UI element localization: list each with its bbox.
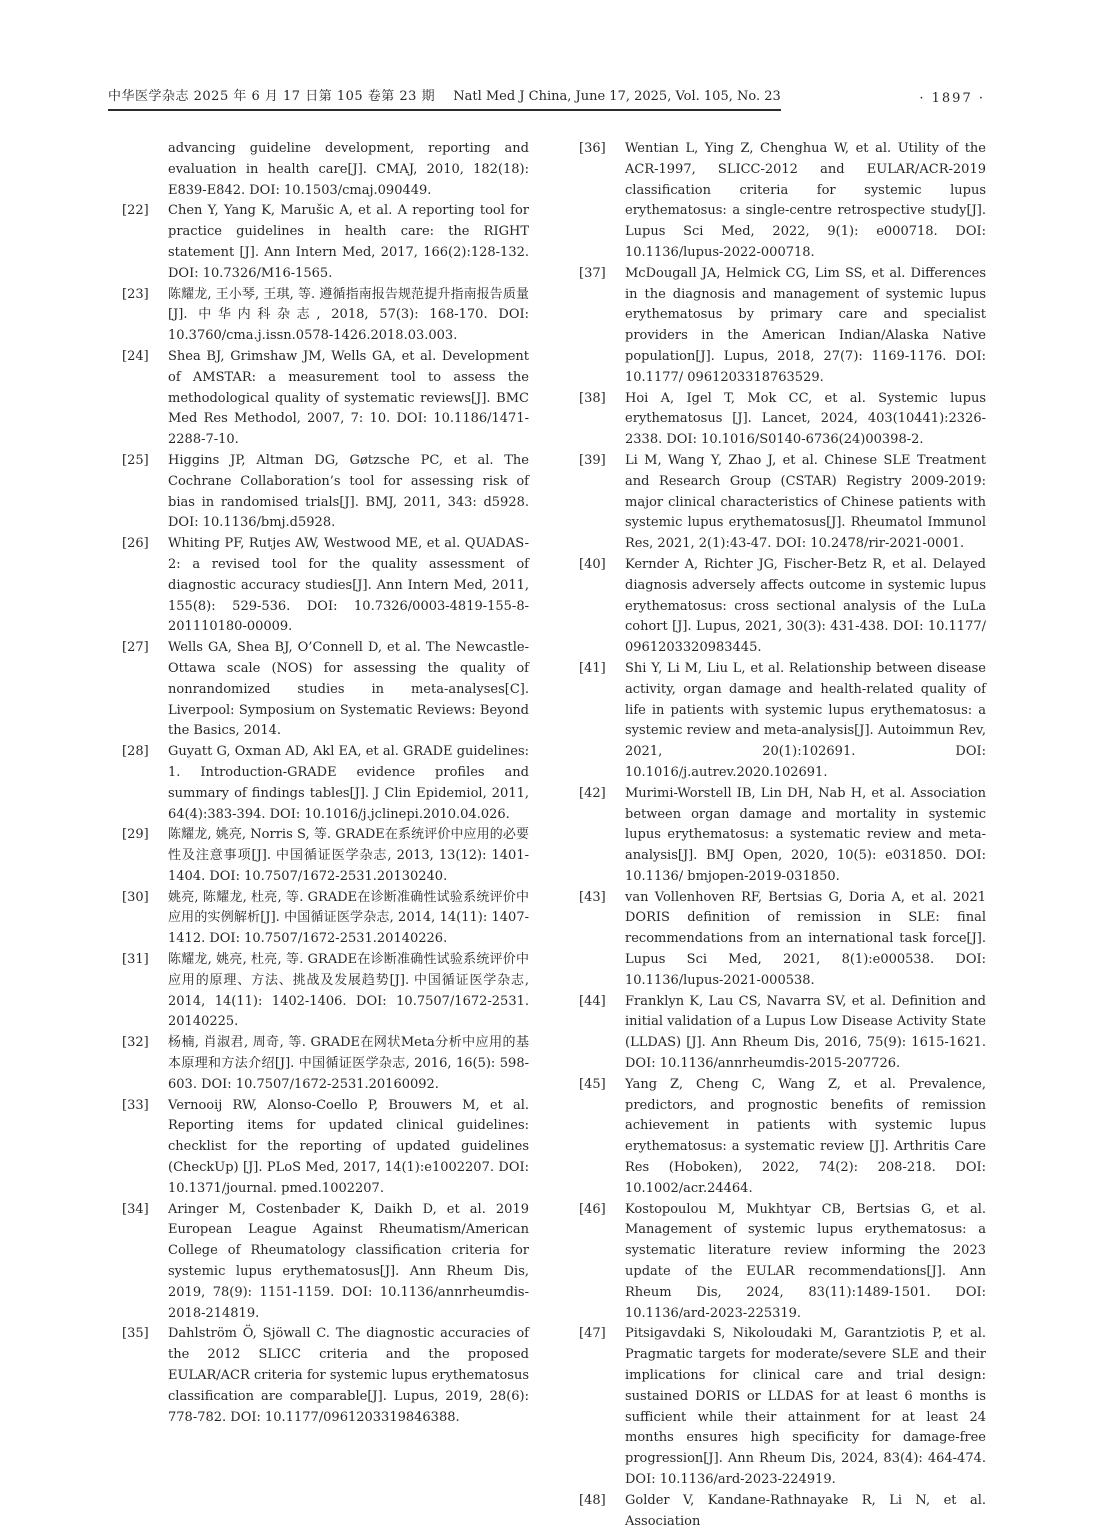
reference-item (579, 1075, 986, 1200)
reference-item (122, 1200, 529, 1325)
reference-text: Li M, Wang Y, Zhao J, et al. Chinese SLE Treatment and Research Group (CSTAR) Registry 2009-2019: major clinical characteristics of Chinese patients with systemic lupus erythematosus[J]. Rheumatol Immunol Res, 2021, 2(1):43-47. DOI: 10.2478/rir-2021-0001. (625, 452, 986, 552)
reference-item (122, 742, 529, 825)
reference-item (122, 139, 529, 201)
reference-text: Kernder A, Richter JG, Fischer-Betz R, et al. Delayed diagnosis adversely affects outcome in systemic lupus erythematosus: cross sectional analysis of the LuLa cohort [J]. Lupus, 2021, 30(3): 431-438. DOI: 10.1177/ 0961203320983445. (625, 556, 986, 656)
reference-text: Shi Y, Li M, Liu L, et al. Relationship between disease activity, organ damage and health-related quality of life in patients with systemic lupus erythematosus: a systemic review and meta-analysis[J]. Autoimmun Rev, 2021, 20(1):102691. DOI: 10.1016/j.autrev.2020.102691. (625, 660, 986, 780)
reference-number: [24] (122, 348, 149, 364)
references-column-left (122, 139, 529, 1532)
reference-number: [33] (122, 1097, 149, 1113)
reference-number: [31] (122, 952, 149, 968)
reference-number: [28] (122, 744, 149, 760)
reference-text: Wells GA, Shea BJ, O’Connell D, et al. The Newcastle-Ottawa scale (NOS) for assessing the quality of nonrandomized studies in meta-analyses[C]. Liverpool: Symposium on Systematic Reviews: Beyond the Basics, 2014. (168, 640, 529, 739)
reference-text: van Vollenhoven RF, Bertsias G, Doria A, et al. 2021 DORIS definition of remission in SLE: final recommendations from an international task force[J]. Lupus Sci Med, 2021, 8(1):e000538. DOI: 10.1136/lupus-2021-000538. (625, 889, 986, 988)
reference-item (122, 201, 529, 284)
reference-item (122, 347, 529, 451)
reference-number: [39] (579, 452, 606, 468)
reference-text: Whiting PF, Rutjes AW, Westwood ME, et al. QUADAS-2: a revised tool for the quality assessment of diagnostic accuracy studies[J]. Ann Intern Med, 2011, 155(8): 529-536. DOI: 10.7326/0003-4819-155-8-201110180-00009. (168, 536, 529, 635)
reference-item (579, 555, 986, 659)
reference-item (122, 534, 529, 638)
reference-item (122, 825, 529, 887)
reference-number: [42] (579, 785, 606, 801)
reference-number: [41] (579, 660, 606, 676)
reference-text: Yang Z, Cheng C, Wang Z, et al. Prevalence, predictors, and prognostic benefits of remission achievement in patients with systemic lupus erythematosus: a systematic review [J]. Arthritis Care Res (Hoboken), 2022, 74(2): 208-218. DOI: 10.1002/acr.24464. (625, 1076, 986, 1196)
reference-number: [32] (122, 1035, 149, 1051)
reference-number: [44] (579, 993, 606, 1009)
reference-item (579, 139, 986, 264)
reference-item (122, 1096, 529, 1200)
reference-number: [38] (579, 390, 606, 406)
reference-item (579, 389, 986, 451)
reference-text: 陈耀龙, 姚亮, 杜亮, 等. GRADE在诊断准确性试验系统评价中应用的原理、方法、挑战及发展趋势[J]. 中国循证医学杂志, 2014, 14(11): 1402-1406. DOI: 10.7507/1672-2531. 20140225. (168, 952, 529, 1030)
reference-item (579, 1200, 986, 1325)
reference-text: Golder V, Kandane-Rathnayake R, Li N, et al. Association (625, 1492, 986, 1529)
reference-number: [43] (579, 889, 606, 905)
reference-item (579, 264, 986, 389)
reference-number: [45] (579, 1076, 606, 1092)
reference-text: Franklyn K, Lau CS, Navarra SV, et al. Definition and initial validation of a Lupus Low Disease Activity State (LLDAS) [J]. Ann Rheum Dis, 2016, 75(9): 1615-1621. DOI: 10.1136/annrheumdis-2015-207726. (625, 993, 986, 1072)
reference-text: advancing guideline development, reporting and evaluation in health care[J]. CMAJ, 2010, 182(18): E839-E842. DOI: 10.1503/cmaj.090449. (168, 141, 529, 198)
reference-text: Vernooij RW, Alonso-Coello P, Brouwers M, et al. Reporting items for updated clinical guidelines: checklist for the reporting of updated guidelines (CheckUp) [J]. PLoS Med, 2017, 14(1):e1002207. DOI: 10.1371/journal. pmed.1002207. (168, 1097, 529, 1196)
reference-item (122, 1033, 529, 1095)
reference-text: Pitsigavdaki S, Nikoloudaki M, Garantziotis P, et al. Pragmatic targets for moderate/severe SLE and their implications for clinical care and trial design: sustained DORIS or LLDAS for at least 6 months is sufficient while their attainment for at least 24 months ensures high specificity for damage-free progression[J]. Ann Rheum Dis, 2024, 83(4): 464-474. DOI: 10.1136/ard-2023-224919. (625, 1326, 986, 1487)
references-section (122, 139, 986, 1532)
reference-number: [34] (122, 1201, 149, 1217)
reference-number: [25] (122, 452, 149, 468)
reference-number: [23] (122, 286, 149, 302)
reference-text: Aringer M, Costenbader K, Daikh D, et al. 2019 European League Against Rheumatism/American College of Rheumatology classification criteria for systemic lupus erythematosus[J]. Ann Rheum Dis, 2019, 78(9): 1151-1159. DOI: 10.1136/annrheumdis-2018-214819. (168, 1201, 529, 1321)
reference-item (579, 451, 986, 555)
reference-item (122, 950, 529, 1033)
reference-item (122, 638, 529, 742)
reference-item (122, 451, 529, 534)
reference-text: Dahlström Ö, Sjöwall C. The diagnostic accuracies of the 2012 SLICC criteria and the proposed EULAR/ACR criteria for systemic lupus erythematosus classification are comparable[J]. Lupus, 2019, 28(6): 778-782. DOI: 10.1177/0961203319846388. (168, 1326, 529, 1425)
reference-number: [37] (579, 265, 606, 281)
reference-text: 杨楠, 肖淑君, 周奇, 等. GRADE在网状Meta分析中应用的基本原理和方法介绍[J]. 中国循证医学杂志, 2016, 16(5): 598-603. DOI: 10.7507/1672-2531.20160092. (168, 1035, 529, 1092)
reference-number: [40] (579, 556, 606, 572)
journal-title-chinese: 中华医学杂志 2025 年 6 月 17 日第 105 卷第 23 期 (108, 89, 436, 104)
reference-number: [47] (579, 1326, 606, 1342)
reference-text: Chen Y, Yang K, Marušic A, et al. A reporting tool for practice guidelines in health care: the RIGHT statement [J]. Ann Intern Med, 2017, 166(2):128-132. DOI: 10.7326/M16-1565. (168, 203, 529, 281)
reference-item (579, 784, 986, 888)
reference-item (122, 285, 529, 347)
reference-item (579, 992, 986, 1075)
reference-text: 陈耀龙, 姚亮, Norris S, 等. GRADE在系统评价中应用的必要性及注意事项[J]. 中国循证医学杂志, 2013, 13(12): 1401-1404. DOI: 10.7507/1672-2531.20130240. (168, 827, 529, 884)
reference-item (579, 659, 986, 784)
reference-number: [30] (122, 889, 149, 905)
reference-number: [29] (122, 827, 149, 843)
reference-text: 陈耀龙, 王小琴, 王琪, 等. 遵循指南报告规范提升指南报告质量[J]. 中华内科杂志, 2018, 57(3): 168-170. DOI: 10.3760/cma.j.issn.0578-1426.2018.03.003. (168, 286, 529, 344)
references-column-right (579, 139, 986, 1532)
header-journal-line (108, 88, 781, 111)
reference-text: McDougall JA, Helmick CG, Lim SS, et al. Differences in the diagnosis and management of systemic lupus erythematosus by primary care and specialist providers in the American Indian/Alaska Native population[J]. Lupus, 2018, 27(7): 1169-1176. DOI: 10.1177/ 0961203318763529. (625, 265, 986, 385)
reference-number: [27] (122, 640, 149, 656)
running-header (108, 88, 985, 111)
reference-item (579, 1324, 986, 1490)
reference-item (122, 888, 529, 950)
journal-title-english: Natl Med J China, June 17, 2025, Vol. 105, No. 23 (453, 89, 781, 104)
reference-number: [35] (122, 1326, 149, 1342)
reference-item (122, 1324, 529, 1428)
reference-number: [22] (122, 203, 149, 219)
reference-text: Shea BJ, Grimshaw JM, Wells GA, et al. Development of AMSTAR: a measurement tool to assess the methodological quality of systematic reviews[J]. BMC Med Res Methodol, 2007, 7: 10. DOI: 10.1186/1471-2288-7-10. (168, 348, 529, 448)
reference-number (122, 139, 168, 201)
reference-item (579, 888, 986, 992)
reference-text: Murimi-Worstell IB, Lin DH, Nab H, et al. Association between organ damage and mortality in systemic lupus erythematosus: a systematic review and meta-analysis[J]. BMJ Open, 2020, 10(5): e031850. DOI: 10.1136/ bmjopen-2019-031850. (625, 785, 986, 884)
reference-number: [26] (122, 536, 149, 552)
reference-text: Hoi A, Igel T, Mok CC, et al. Systemic lupus erythematosus [J]. Lancet, 2024, 403(10441):2326-2338. DOI: 10.1016/S0140-6736(24)00398-2. (625, 390, 986, 448)
reference-text: Kostopoulou M, Mukhtyar CB, Bertsias G, et al. Management of systemic lupus erythematosus: a systematic literature review informing the 2023 update of the EULAR recommendations[J]. Ann Rheum Dis, 2024, 83(11):1489-1501. DOI: 10.1136/ard-2023-225319. (625, 1201, 986, 1321)
reference-text: Guyatt G, Oxman AD, Akl EA, et al. GRADE guidelines: 1. Introduction-GRADE evidence profiles and summary of findings tables[J]. J Clin Epidemiol, 2011, 64(4):383-394. DOI: 10.1016/j.jclinepi.2010.04.026. (168, 744, 529, 822)
reference-number: [46] (579, 1201, 606, 1217)
reference-number: [36] (579, 141, 606, 156)
reference-text: Wentian L, Ying Z, Chenghua W, et al. Utility of the ACR-1997, SLICC-2012 and EULAR/ACR-2019 classification criteria for systemic lupus erythematosus: a single-centre retrospective study[J]. Lupus Sci Med, 2022, 9(1): e000718. DOI: 10.1136/lupus-2022-000718. (625, 141, 986, 260)
page-number: · 1897 · (919, 91, 985, 106)
reference-text: 姚亮, 陈耀龙, 杜亮, 等. GRADE在诊断准确性试验系统评价中应用的实例解析[J]. 中国循证医学杂志, 2014, 14(11): 1407-1412. DOI: 10.7507/1672-2531.20140226. (168, 889, 529, 947)
reference-number: [48] (579, 1492, 606, 1508)
reference-item (579, 1491, 986, 1532)
reference-text: Higgins JP, Altman DG, Gøtzsche PC, et al. The Cochrane Collaboration’s tool for assessing risk of bias in randomised trials[J]. BMJ, 2011, 343: d5928. DOI: 10.1136/bmj.d5928. (168, 452, 529, 531)
